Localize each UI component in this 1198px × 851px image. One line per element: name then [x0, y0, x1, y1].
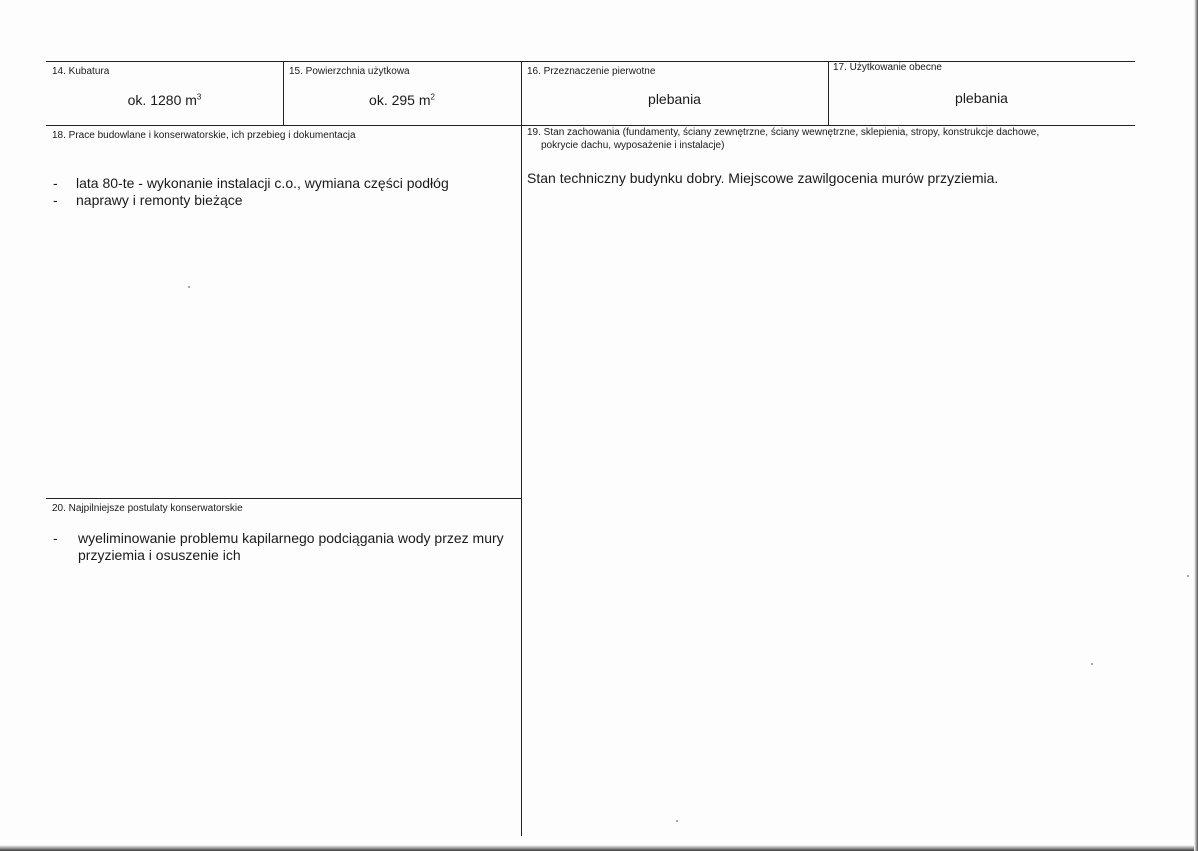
field-18-list — [53, 175, 513, 209]
field-16-label: 16. Przeznaczenie pierwotne — [527, 66, 656, 77]
field-17-value: plebania — [955, 90, 1008, 106]
field-16-value: plebania — [648, 91, 701, 107]
field-14-value — [46, 92, 283, 108]
field-14-value-exponent: 3 — [196, 92, 202, 102]
field-20-label: 20. Najpilniejsze postulaty konserwatorskie — [52, 503, 243, 514]
field-14-value-text: ok. 1280 m — [127, 92, 197, 108]
field-19-text: Stan techniczny budynku dobry. Miejscowe zawilgocenia murów przyziemia. — [527, 170, 999, 186]
field-15-value-exponent: 2 — [430, 92, 435, 102]
field-15-value — [283, 92, 521, 108]
field-18-item — [53, 192, 513, 209]
scan-speck — [1091, 663, 1093, 665]
scan-edge-right — [1194, 0, 1198, 851]
scan-speck — [1187, 575, 1189, 577]
field-20-item — [53, 530, 515, 564]
scan-speck — [188, 286, 190, 288]
field-17-label: 17. Użytkowanie obecne — [833, 62, 942, 73]
field-20-item-text: wyeliminowanie problemu kapilarnego podciągania wody przez mury przyziemia i osuszenie ich — [78, 530, 504, 563]
field-18-item-text: lata 80-te - wykonanie instalacji c.o., wymiana części podłóg — [76, 175, 449, 191]
rule-mid — [46, 125, 1135, 126]
rule-field20 — [46, 498, 521, 499]
field-18-item — [53, 175, 513, 192]
field-15-value-text: ok. 295 m — [369, 92, 431, 108]
scan-edge-bottom — [0, 845, 1198, 851]
scan-speck — [676, 820, 678, 822]
field-18-label: 18. Prace budowlane i konserwatorskie, ich przebieg i dokumentacja — [52, 130, 356, 141]
field-18-item-text: naprawy i remonty bieżące — [76, 192, 243, 208]
field-19-label-line2: pokrycie dachu, wyposażenie i instalacje) — [541, 140, 725, 151]
rule-top — [46, 61, 1135, 62]
field-20-list — [53, 530, 515, 564]
list-dash: - — [53, 530, 58, 546]
list-dash: - — [53, 192, 58, 208]
field-19-label-line1: 19. Stan zachowania (fundamenty, ściany zewnętrzne, ściany wewnętrzne, sklepienia, stropy, konstrukcje dachowe, — [527, 127, 1040, 138]
list-dash: - — [53, 175, 58, 191]
field-15-label: 15. Powierzchnia użytkowa — [289, 66, 410, 77]
rule-col2 — [521, 61, 522, 836]
field-14-label: 14. Kubatura — [52, 66, 110, 77]
